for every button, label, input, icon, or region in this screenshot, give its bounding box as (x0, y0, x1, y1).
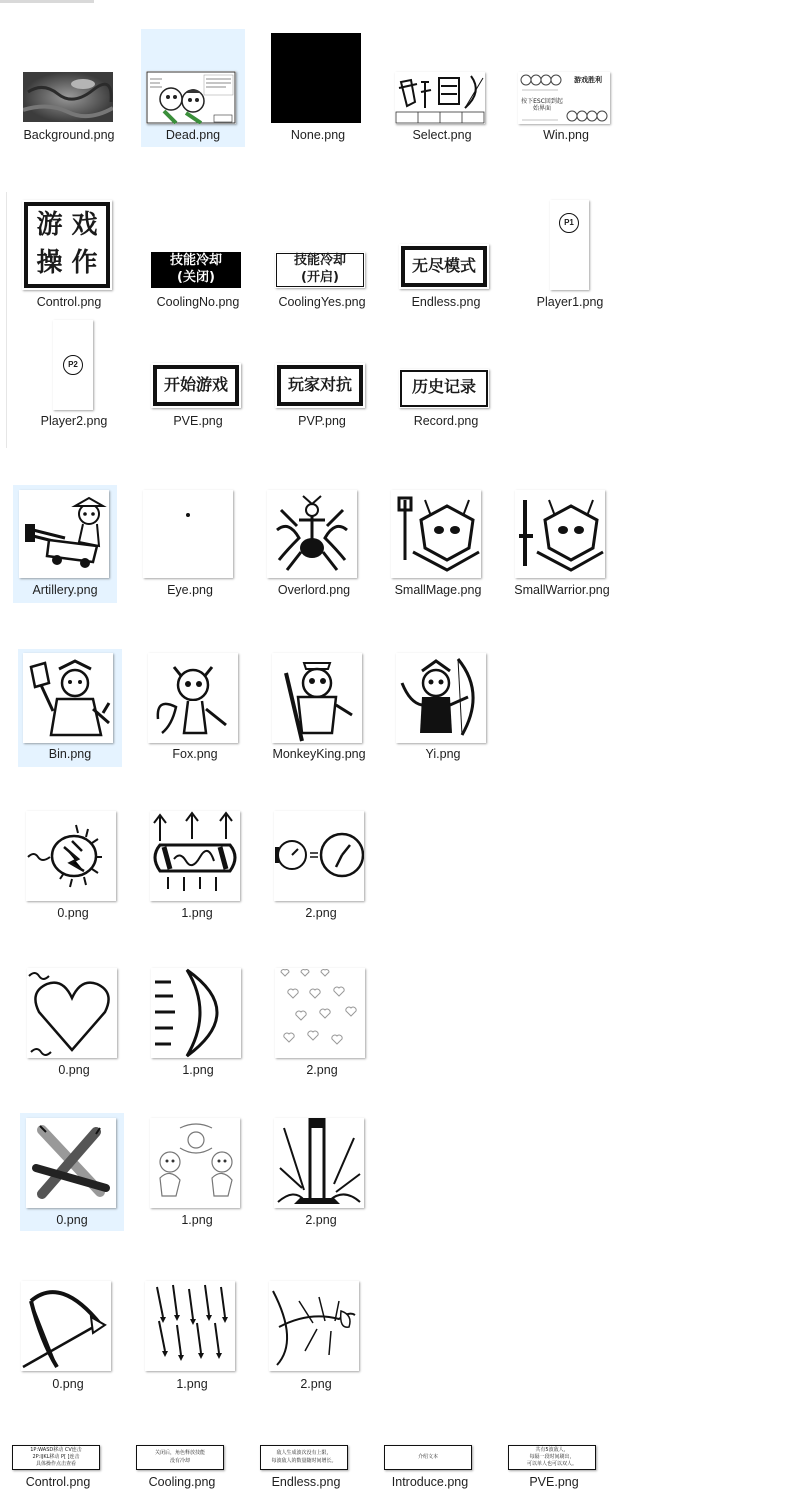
eye-thumbnail (143, 490, 233, 578)
cooling-no-line2: (关闭) (177, 270, 215, 285)
file-item-bin[interactable] (18, 649, 122, 767)
file-name: Yi.png (425, 747, 461, 761)
file-item-bow-1[interactable] (140, 1277, 244, 1395)
file-item-skill-1[interactable] (145, 811, 249, 929)
p2-badge: P2 (63, 355, 83, 375)
file-item-none[interactable] (266, 30, 370, 148)
bow-0-thumbnail (21, 1281, 111, 1371)
file-item-eye[interactable] (138, 485, 242, 603)
file-item-skill-0[interactable] (21, 811, 125, 929)
background-thumbnail (23, 72, 113, 122)
text-control-line3: 具体操作点击查看 (35, 1461, 76, 1467)
cooling-yes-line2: (开启) (301, 270, 339, 285)
file-name: 1.png (182, 1063, 214, 1077)
file-item-text-pve[interactable] (502, 1440, 606, 1500)
player1-thumbnail (550, 200, 589, 290)
file-name: 1.png (181, 906, 213, 920)
text-introduce-line1: 介绍文本 (417, 1454, 438, 1460)
fox-thumbnail (148, 653, 238, 743)
text-pve-line3: 可以单人也可以双人。 (526, 1461, 577, 1467)
file-name: Control.png (25, 1475, 91, 1489)
file-name: 0.png (58, 1063, 90, 1077)
file-item-win[interactable] (514, 30, 618, 148)
text-control-line2: 2P:IJKL移动 P[ ]连击 (32, 1454, 80, 1460)
effect-1-thumbnail (150, 1118, 240, 1208)
overlord-thumbnail (267, 490, 357, 578)
file-item-fox[interactable] (143, 649, 247, 767)
file-name: PVE.png (529, 1475, 579, 1489)
small-mage-thumbnail (391, 490, 481, 578)
file-name: PVP.png (298, 414, 346, 428)
file-item-bow-2[interactable] (264, 1277, 368, 1395)
file-item-text-introduce[interactable] (378, 1440, 482, 1500)
monkey-king-thumbnail (272, 653, 362, 743)
control-thumbnail (22, 200, 112, 290)
text-endless-line1: 敌人生成波次没有上限， (276, 1450, 332, 1456)
select-thumbnail (395, 72, 485, 124)
file-name: CoolingYes.png (278, 295, 366, 309)
file-name: 1.png (176, 1377, 208, 1391)
skill-1-thumbnail (150, 811, 240, 901)
file-item-select[interactable] (390, 30, 494, 148)
buff-0-thumbnail (27, 968, 117, 1058)
file-name: Bin.png (48, 747, 92, 761)
skill-2-thumbnail (274, 811, 364, 901)
bow-1-thumbnail (145, 1281, 235, 1371)
pvp-text: 玩家对抗 (287, 375, 352, 394)
file-name: Player2.png (40, 414, 108, 428)
text-cooling-line1: 关闭后，角色释放技能 (154, 1450, 205, 1456)
file-name: MonkeyKing.png (272, 747, 366, 761)
file-item-pvp[interactable] (270, 317, 374, 435)
file-name: Player1.png (536, 295, 604, 309)
control-text-line1: 游 戏 (36, 210, 98, 240)
file-name: 2.png (306, 1063, 338, 1077)
buff-2-thumbnail (275, 968, 365, 1058)
file-item-endless[interactable] (394, 197, 498, 315)
file-item-effect-2[interactable] (269, 1113, 373, 1231)
file-item-overlord[interactable] (262, 485, 366, 603)
file-item-buff-0[interactable] (22, 968, 126, 1086)
file-name: Record.png (413, 414, 479, 428)
effect-2-thumbnail (274, 1118, 364, 1208)
pvp-thumbnail (275, 363, 365, 408)
file-item-cooling-yes[interactable] (270, 197, 374, 315)
none-thumbnail (271, 33, 361, 123)
file-item-cooling-no[interactable] (146, 197, 250, 315)
file-item-buff-2[interactable] (270, 968, 374, 1086)
skill-0-thumbnail (26, 811, 116, 901)
group-divider (6, 192, 7, 448)
file-item-record[interactable] (394, 317, 498, 435)
pve-thumbnail (151, 363, 241, 408)
cooling-no-line1: 技能冷却 (169, 253, 222, 268)
text-endless-thumbnail (260, 1445, 348, 1470)
cooling-yes-line1: 技能冷却 (293, 253, 346, 268)
file-item-bow-0[interactable] (16, 1277, 120, 1395)
text-endless-line2: 每波敌人的数量随时间增长。 (271, 1458, 337, 1464)
file-item-effect-1[interactable] (145, 1113, 249, 1231)
file-name: PVE.png (173, 414, 223, 428)
text-control-line1: 1P:WASD移动 CV连击 (30, 1447, 82, 1453)
p1-badge: P1 (559, 213, 579, 233)
win-thumbnail (518, 72, 610, 124)
bin-thumbnail (23, 653, 113, 743)
file-item-pve[interactable] (146, 317, 250, 435)
file-item-control[interactable] (17, 197, 121, 315)
file-name: Background.png (23, 128, 115, 142)
file-name: CoolingNo.png (156, 295, 240, 309)
file-item-text-control[interactable] (6, 1440, 110, 1500)
text-introduce-thumbnail (384, 1445, 472, 1470)
win-title: 游戏胜利 (574, 76, 602, 84)
bow-2-thumbnail (269, 1281, 359, 1371)
file-name: Introduce.png (391, 1475, 469, 1489)
file-name: SmallMage.png (394, 583, 482, 597)
small-warrior-thumbnail (515, 490, 605, 578)
text-pve-line1: 共有5波敌人， (535, 1447, 569, 1453)
file-item-effect-0[interactable] (20, 1113, 124, 1231)
file-item-text-endless[interactable] (254, 1440, 358, 1500)
file-item-background[interactable] (17, 30, 121, 170)
file-name: 1.png (181, 1213, 213, 1227)
effect-0-thumbnail (26, 1118, 116, 1208)
text-control-thumbnail (12, 1445, 100, 1470)
file-name: Cooling.png (148, 1475, 216, 1489)
file-name: None.png (290, 128, 346, 142)
cooling-no-thumbnail (151, 252, 241, 288)
buff-1-thumbnail (151, 968, 241, 1058)
file-item-skill-2[interactable] (269, 811, 373, 929)
file-item-yi[interactable] (391, 649, 495, 767)
file-name: SmallWarrior.png (514, 583, 610, 597)
pve-text: 开始游戏 (163, 375, 228, 394)
file-name: Select.png (412, 128, 472, 142)
file-name: Endless.png (271, 1475, 341, 1489)
control-text-line2: 操 作 (36, 248, 98, 278)
player2-thumbnail (53, 320, 93, 410)
file-name: Endless.png (411, 295, 481, 309)
file-item-artillery[interactable] (13, 485, 117, 603)
text-pve-thumbnail (508, 1445, 596, 1470)
file-name: Artillery.png (32, 583, 98, 597)
file-item-buff-1[interactable] (146, 968, 250, 1086)
file-name: 0.png (52, 1377, 84, 1391)
record-text: 历史记录 (411, 377, 476, 396)
endless-text: 无尽模式 (411, 256, 476, 275)
file-name: 0.png (56, 1213, 88, 1227)
file-name: Eye.png (167, 583, 213, 597)
file-name: 2.png (305, 1213, 337, 1227)
text-cooling-thumbnail (136, 1445, 224, 1470)
file-name: 2.png (305, 906, 337, 920)
file-name: 2.png (300, 1377, 332, 1391)
file-item-small-warrior[interactable] (510, 485, 614, 615)
yi-thumbnail (396, 653, 486, 743)
scroll-header-strip (0, 0, 94, 3)
dead-thumbnail (146, 71, 236, 124)
file-name: Control.png (36, 295, 102, 309)
file-name: Dead.png (165, 128, 221, 142)
file-name: Fox.png (172, 747, 218, 761)
artillery-thumbnail (19, 490, 109, 578)
cooling-yes-thumbnail (275, 252, 365, 288)
file-item-text-cooling[interactable] (130, 1440, 234, 1500)
text-cooling-line2: 没有冷却 (169, 1458, 190, 1464)
file-item-player2[interactable] (22, 317, 126, 435)
file-name: Win.png (543, 128, 589, 142)
file-item-player1[interactable] (518, 197, 622, 315)
file-name: Overlord.png (277, 583, 351, 597)
file-item-monkey-king[interactable] (267, 649, 371, 779)
record-thumbnail (399, 369, 489, 408)
win-body: 按下ESC回到起始界面 (521, 98, 563, 112)
endless-thumbnail (399, 244, 489, 289)
text-pve-line2: 每隔一段时间刷出， (529, 1454, 575, 1460)
file-name: 0.png (57, 906, 89, 920)
file-item-dead[interactable] (141, 29, 245, 147)
file-item-small-mage[interactable] (386, 485, 490, 603)
